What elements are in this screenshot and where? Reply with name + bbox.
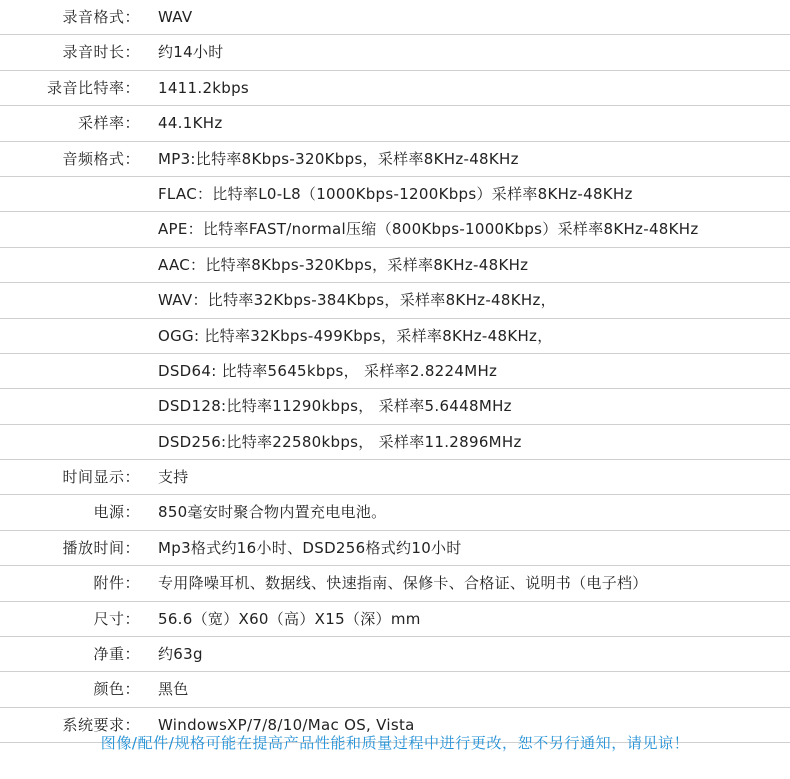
spec-value: OGG: 比特率32Kbps-499Kbps，采样率8KHz-48KHz， [158,326,553,345]
spec-row-recording-format [0,0,790,35]
spec-label: 采样率： [77,114,140,133]
spec-value: 约63g [158,645,203,664]
disclaimer-notice: 图像/配件/规格可能在提高产品性能和质量过程中进行更改，恕不另行通知，请见谅！ [100,734,690,752]
spec-row-audio-format-ogg [0,319,790,354]
spec-label: 电源： [93,503,140,522]
spec-value: DSD128:比特率11290kbps， 采样率5.6448MHz [158,397,512,416]
spec-label: 系统要求： [62,715,140,734]
spec-value: 约14小时 [158,43,224,62]
spec-value: AAC：比特率8Kbps-320Kbps，采样率8KHz-48KHz [158,255,529,274]
spec-value: WAV [158,8,193,26]
spec-row-net-weight [0,637,790,672]
spec-row-audio-format-dsd256 [0,425,790,460]
spec-label: 录音时长： [62,43,140,62]
spec-value: FLAC：比特率L0-L8（1000Kbps-1200Kbps）采样率8KHz-48KHz [158,184,633,203]
spec-value: MP3:比特率8Kbps-320Kbps，采样率8KHz-48KHz [158,149,519,168]
spec-value: DSD64: 比特率5645kbps， 采样率2.8224MHz [158,361,498,380]
spec-label: 录音比特率： [46,78,140,97]
spec-row-playback-time [0,531,790,566]
spec-label: 录音格式： [62,8,140,26]
spec-value: DSD256:比特率22580kbps， 采样率11.2896MHz [158,432,522,451]
spec-value: APE：比特率FAST/normal压缩（800Kbps-1000Kbps）采样率8KHz-48KHz [158,220,699,239]
spec-row-audio-format-flac [0,177,790,212]
spec-value: 1411.2kbps [158,78,250,97]
spec-label: 尺寸： [93,609,140,628]
spec-label: 净重： [93,645,140,664]
spec-value: 支持 [158,468,189,487]
spec-row-time-display [0,460,790,495]
spec-row-sample-rate [0,106,790,141]
spec-value: 850毫安时聚合物内置充电电池。 [158,503,387,522]
spec-row-audio-format-wav [0,283,790,318]
spec-row-color [0,672,790,707]
spec-value: 56.6（宽）X60（高）X15（深）mm [158,609,421,628]
spec-value: 黑色 [158,680,189,699]
spec-row-audio-format-aac [0,248,790,283]
spec-row-audio-format-ape [0,212,790,247]
spec-value: Mp3格式约16小时、DSD256格式约10小时 [158,538,462,557]
spec-label: 播放时间： [62,538,140,557]
spec-row-audio-format-mp3 [0,142,790,177]
spec-row-audio-format-dsd64 [0,354,790,389]
spec-row-dimensions [0,602,790,637]
spec-value: WindowsXP/7/8/10/Mac OS, Vista [158,715,415,734]
spec-label: 音频格式： [62,149,140,168]
spec-row-accessories [0,566,790,601]
spec-row-recording-bitrate [0,71,790,106]
spec-label: 附件： [93,574,140,593]
spec-row-recording-duration [0,35,790,70]
spec-value: WAV：比特率32Kbps-384Kbps，采样率8KHz-48KHz， [158,291,556,310]
spec-label: 颜色： [93,680,140,699]
spec-row-audio-format-dsd128 [0,389,790,424]
spec-value: 专用降噪耳机、数据线、快速指南、保修卡、合格证、说明书（电子档） [158,574,648,593]
spec-row-power [0,495,790,530]
spec-label: 时间显示： [62,468,140,487]
spec-value: 44.1KHz [158,114,223,133]
